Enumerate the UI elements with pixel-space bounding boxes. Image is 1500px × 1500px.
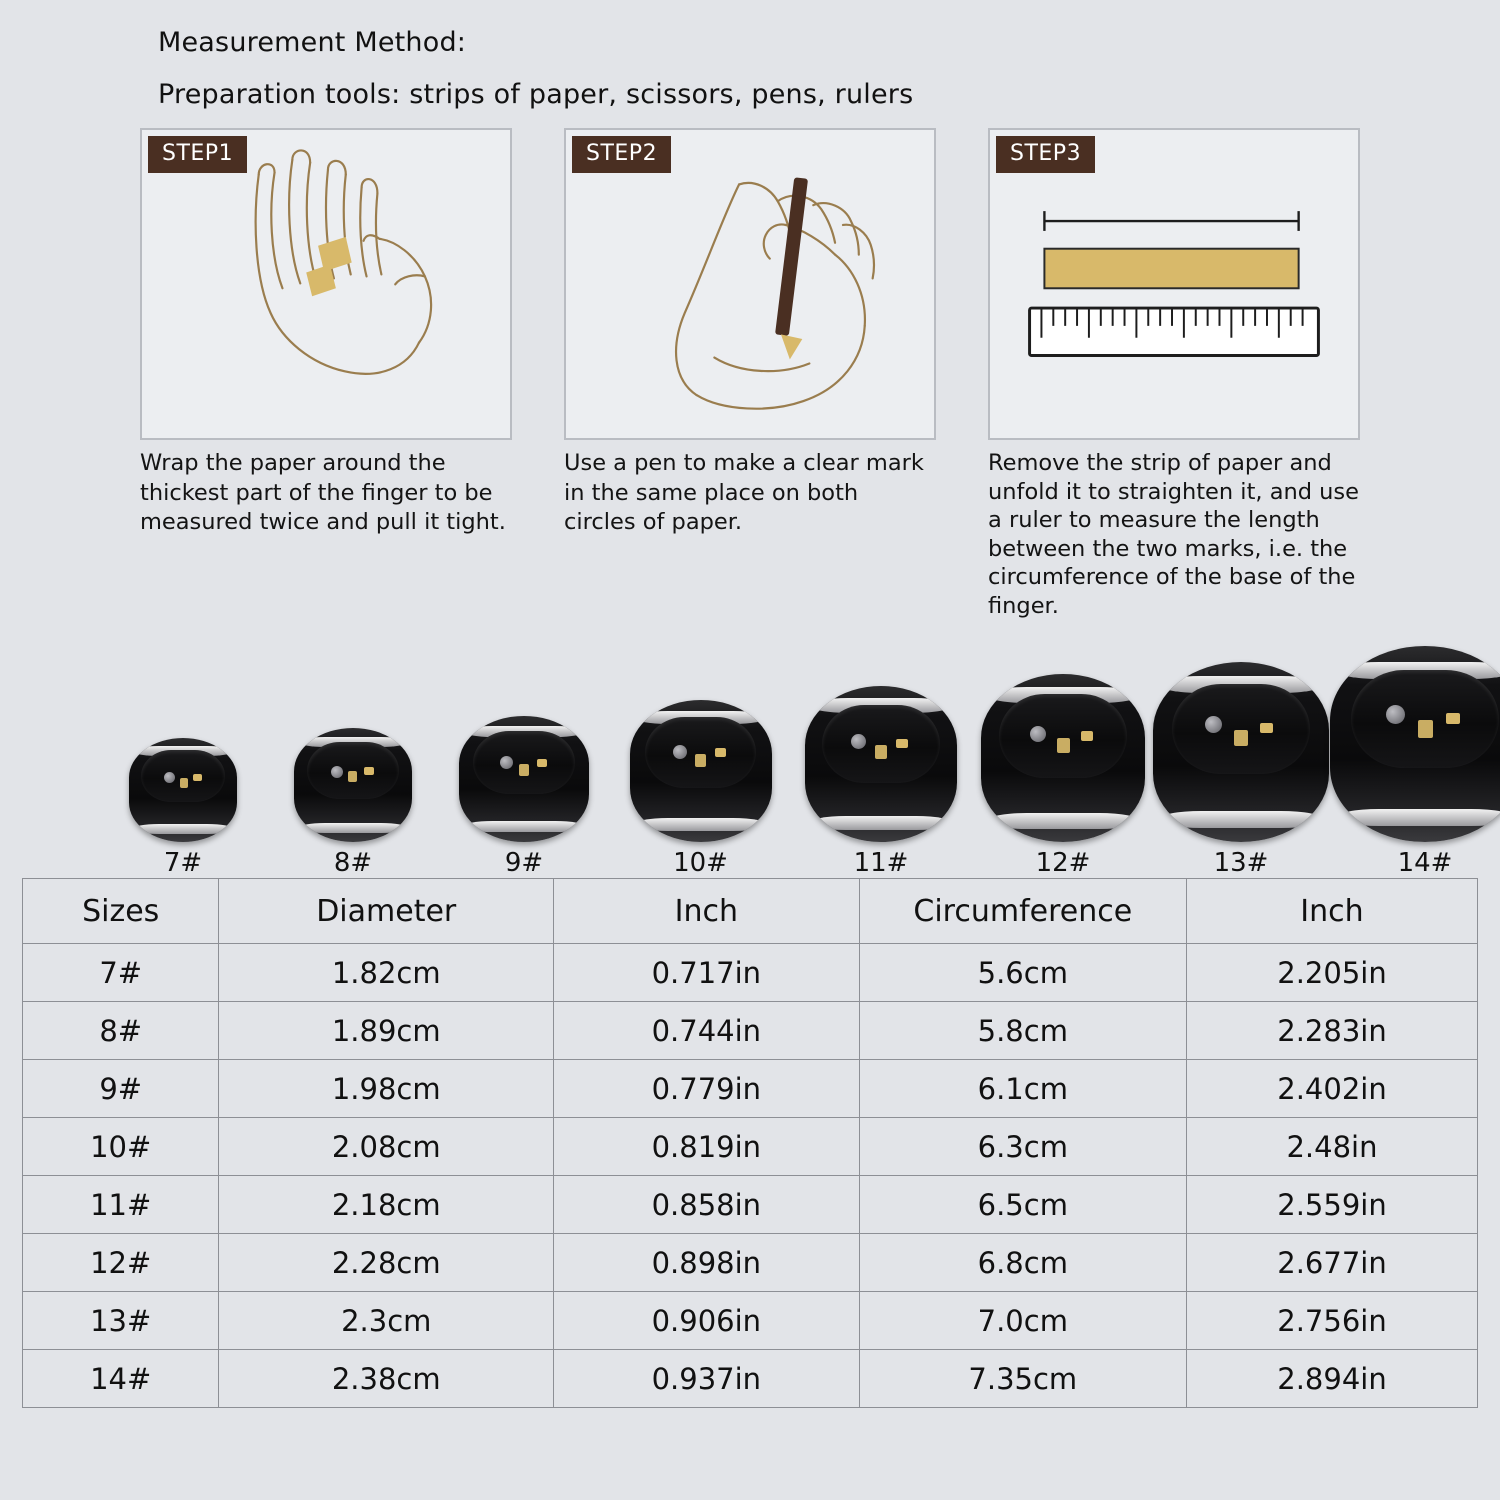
cell-size: 12# — [23, 1234, 219, 1292]
table-row — [23, 1292, 1478, 1350]
cell-size: 14# — [23, 1350, 219, 1408]
ring-label: 11# — [853, 848, 909, 878]
ring-item-7 — [113, 738, 253, 878]
ring-graphic — [1153, 662, 1329, 842]
cell-circumference: 5.6cm — [859, 944, 1186, 1002]
table-header-row — [23, 879, 1478, 944]
ring-item-11 — [787, 686, 975, 878]
table-row — [23, 1118, 1478, 1176]
cell-diameter-inch: 0.858in — [554, 1176, 860, 1234]
step-2-badge: STEP2 — [572, 136, 671, 173]
ring-item-12 — [963, 674, 1163, 878]
cell-size: 9# — [23, 1060, 219, 1118]
size-table — [22, 878, 1478, 1408]
step-2-caption: Use a pen to make a clear mark in the same place on both circles of paper. — [564, 450, 924, 536]
step-2-image — [564, 128, 936, 440]
hand-marking-with-pen-icon — [566, 130, 934, 439]
step-1-image — [140, 128, 512, 440]
ring-item-8 — [278, 728, 428, 878]
ring-item-9 — [443, 716, 605, 878]
cell-circumference-inch: 2.402in — [1186, 1060, 1477, 1118]
cell-circumference-inch: 2.894in — [1186, 1350, 1477, 1408]
cell-diameter-inch: 0.717in — [554, 944, 860, 1002]
table-row — [23, 1350, 1478, 1408]
cell-diameter: 1.98cm — [219, 1060, 554, 1118]
cell-circumference-inch: 2.677in — [1186, 1234, 1477, 1292]
ring-graphic — [459, 716, 589, 842]
step-1-badge: STEP1 — [148, 136, 247, 173]
cell-diameter: 2.08cm — [219, 1118, 554, 1176]
steps-row — [140, 128, 1360, 620]
size-table-wrapper — [22, 878, 1478, 1408]
cell-circumference: 7.35cm — [859, 1350, 1186, 1408]
hand-with-paper-strip-icon — [142, 130, 510, 439]
step-2 — [564, 128, 936, 620]
ruler — [1030, 308, 1319, 355]
ring-label: 13# — [1213, 848, 1269, 878]
cell-diameter: 1.82cm — [219, 944, 554, 1002]
header-circumference-inch: Inch — [1186, 879, 1477, 944]
step-1 — [140, 128, 512, 620]
ring-label: 12# — [1035, 848, 1091, 878]
cell-diameter-inch: 0.744in — [554, 1002, 860, 1060]
cell-circumference-inch: 2.756in — [1186, 1292, 1477, 1350]
cell-diameter-inch: 0.779in — [554, 1060, 860, 1118]
paper-strip — [1044, 249, 1298, 289]
cell-diameter-inch: 0.819in — [554, 1118, 860, 1176]
ring-label: 9# — [504, 848, 544, 878]
cell-diameter: 2.38cm — [219, 1350, 554, 1408]
cell-size: 7# — [23, 944, 219, 1002]
ring-graphic — [805, 686, 957, 842]
table-row — [23, 1060, 1478, 1118]
cell-circumference: 6.1cm — [859, 1060, 1186, 1118]
ring-label: 10# — [673, 848, 728, 878]
cell-circumference: 6.8cm — [859, 1234, 1186, 1292]
cell-size: 10# — [23, 1118, 219, 1176]
step-3-badge: STEP3 — [996, 136, 1095, 173]
table-row — [23, 1234, 1478, 1292]
table-row — [23, 944, 1478, 1002]
step-3-caption: Remove the strip of paper and unfold it to straighten it, and use a ruler to measure the length between the two marks, i.e. the circumference of the base of the finger. — [988, 450, 1359, 619]
page-subtitle: Preparation tools: strips of paper, scissors, pens, rulers — [158, 79, 914, 110]
step-3 — [988, 128, 1360, 620]
ring-sizes-row — [95, 608, 1453, 878]
ring-label: 14# — [1397, 848, 1453, 878]
page-title: Measurement Method: — [158, 27, 467, 58]
header-diameter-inch: Inch — [554, 879, 860, 944]
cell-circumference: 6.5cm — [859, 1176, 1186, 1234]
cell-diameter: 2.3cm — [219, 1292, 554, 1350]
table-row — [23, 1002, 1478, 1060]
header-sizes: Sizes — [23, 879, 219, 944]
cell-diameter: 2.18cm — [219, 1176, 554, 1234]
header-circumference: Circumference — [859, 879, 1186, 944]
cell-circumference: 6.3cm — [859, 1118, 1186, 1176]
ring-graphic — [630, 700, 772, 842]
cell-size: 8# — [23, 1002, 219, 1060]
table-row — [23, 1176, 1478, 1234]
cell-diameter-inch: 0.898in — [554, 1234, 860, 1292]
cell-diameter: 1.89cm — [219, 1002, 554, 1060]
ring-item-14 — [1313, 646, 1500, 878]
measure-arrow — [1044, 211, 1298, 231]
step-3-image — [988, 128, 1360, 440]
cell-size: 11# — [23, 1176, 219, 1234]
cell-circumference: 5.8cm — [859, 1002, 1186, 1060]
cell-circumference-inch: 2.48in — [1186, 1118, 1477, 1176]
ruler-measuring-paper-strip-icon — [990, 130, 1358, 439]
cell-circumference-inch: 2.283in — [1186, 1002, 1477, 1060]
ring-item-10 — [613, 700, 788, 878]
ring-graphic — [1330, 646, 1500, 842]
cell-diameter: 2.28cm — [219, 1234, 554, 1292]
cell-diameter-inch: 0.906in — [554, 1292, 860, 1350]
ring-graphic — [981, 674, 1145, 842]
ring-graphic — [294, 728, 412, 842]
cell-size: 13# — [23, 1292, 219, 1350]
step-1-caption: Wrap the paper around the thickest part of the finger to be measured twice and pull it tight. — [140, 450, 506, 536]
cell-circumference-inch: 2.559in — [1186, 1176, 1477, 1234]
ring-graphic — [129, 738, 237, 842]
ring-label: 8# — [333, 848, 373, 878]
header-diameter: Diameter — [219, 879, 554, 944]
cell-circumference-inch: 2.205in — [1186, 944, 1477, 1002]
ring-label: 7# — [163, 848, 203, 878]
cell-diameter-inch: 0.937in — [554, 1350, 860, 1408]
cell-circumference: 7.0cm — [859, 1292, 1186, 1350]
